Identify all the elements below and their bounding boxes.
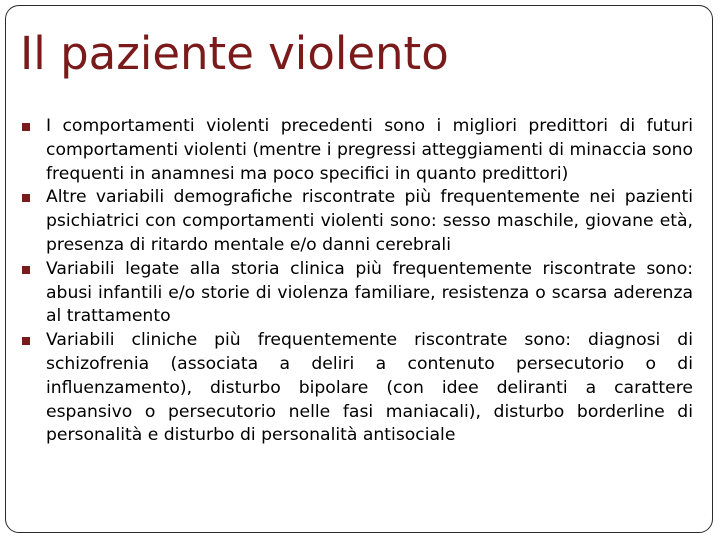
square-bullet-icon [22, 337, 30, 345]
bullet-text: Variabili legate alla storia clinica più frequentemente riscontrate sono: abusi infantili e/o storie di violenza familiare, resistenza o scarsa aderenza al trattamento [46, 258, 693, 327]
bullet-list [46, 115, 693, 448]
bullet-text: Altre variabili demografiche riscontrate più frequentemente nei pazienti psichiatrici con comportamenti violenti sono: sesso maschile, giovane età, presenza di ritardo mentale e/o danni cerebrali [46, 187, 693, 255]
slide-title: Il paziente violento [20, 27, 449, 80]
bullet-text: Variabili cliniche più frequentemente riscontrate sono: diagnosi di schizofrenia (associata a deliri a contenuto persecutorio o di influenzamento), disturbo bipolare (con idee deliranti a carattere espansivo o persecutorio nelle fasi maniacali), disturbo borderline di personalità e disturbo di personalità antisociale [46, 330, 693, 446]
square-bullet-icon [22, 194, 30, 202]
bullet-item [46, 115, 693, 186]
bullet-text: I comportamenti violenti precedenti sono i migliori predittori di futuri comportamenti violenti (mentre i pregressi atteggiamenti di minaccia sono frequenti in anamnesi ma poco specifici in quanto predittori) [46, 116, 693, 184]
bullet-item [46, 258, 693, 329]
slide-frame [5, 5, 713, 533]
square-bullet-icon [22, 266, 30, 274]
bullet-item [46, 329, 693, 448]
bullet-item [46, 186, 693, 257]
square-bullet-icon [22, 123, 30, 131]
